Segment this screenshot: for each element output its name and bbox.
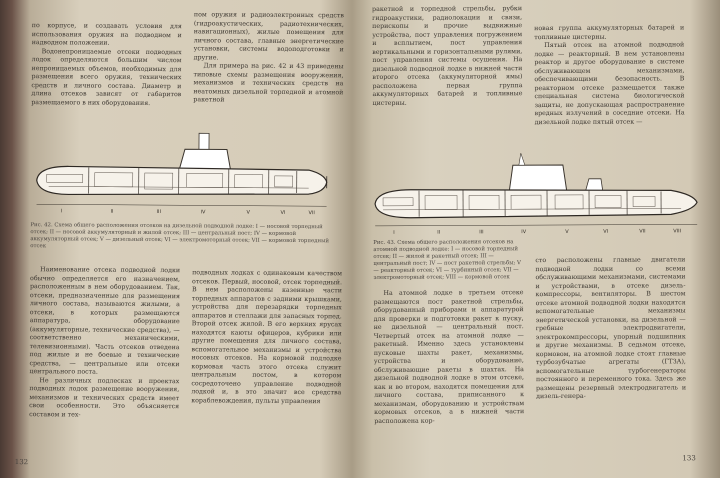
label-ii: II <box>111 209 114 215</box>
diesel-submarine-svg <box>28 130 329 218</box>
label-vi: VI <box>603 229 608 235</box>
label-i: I <box>393 230 395 236</box>
left-col1-bottom <box>29 266 180 457</box>
paragraph: пом оружия и радиоэлектронных средств (гидроакустических, радиотехнических, навигационных), жилые помещения для личного состава, главные энергетические установки, системы водоподготовки и другие. <box>194 11 344 63</box>
label-i: I <box>61 208 63 214</box>
paragraph: по корпусе, и создавать условия для использования оружия на подводном и надводном положении. <box>32 22 182 49</box>
label-iv: IV <box>521 229 527 235</box>
paragraph: Пятый отсек на атомной подводной лодке — реакторный. В нем установлены реактор и другое оборудование в системе обслуживающем механизмами, обеспечивающими безопасность. В реакторном отсеке размещается также специальная система биологической защиты, не допускающая распространение вредных излучений в соседние отсеки. На дизельной лодке пятый отсек — <box>534 41 684 127</box>
label-v: V <box>565 229 569 235</box>
label-ii: II <box>437 230 440 236</box>
right-col1-bottom <box>374 289 525 460</box>
mast <box>519 153 525 165</box>
label-iii: III <box>479 229 483 235</box>
paragraph: Наименование отсека подводной лодки обычно определяется его назначением, расположенным в нем оборудованием. Так, отсеки, предназначенные для размещения личного состава, называются жилыми, а отсеки, в которых размещаются аппаратура, оборудование (аккумуляторные, технические средства), — соответственно механическими, телевизионными). Часть отсеков отведена под жилые и не боевые и технические средства, — центральные или отсеки центрального поста. <box>29 266 180 378</box>
paragraph: сто расположены главные двигатели подводной лодки со всеми обслуживающими механизмами, системами и устройствами, в отсеке дизель-компрессоры, вентиляторы. В шестом отсеке атомной подводной лодки находятся вспомогательные механизмы энергетической установки, на дизельной — гребные электродвигатели, электрокомпрессоры, упорный подшипник и другие механизмы. В седьмом отсеке, кормовом, на атомной лодке стоят главные турбозубчатые агрегаты (ГТЗА), вспомогательные турбогенераторы постоянного и переменного тока. Здесь же размещены резервный электродвигатель и дизель-генера- <box>535 256 686 401</box>
paragraph: Водонепроницаемые отсеки подводных лодок определяются большим числом непроницаемых объемов, необходимых для размещения всего оружия, технических средств и личного состава. Диаметр и длина отсеков зависят от габаритов размещаемого в них оборудования. <box>31 48 181 109</box>
left-col1-top <box>31 22 182 135</box>
figure-42-caption: Рис. 42. Схема общего расположения отсеков на дизельной подводной лодке: I — носовой торпедный отсек; II — носовой аккумуляторный и жилой отсек; III — центральный пост; IV — кормовой аккумуляторный отсек; V — дизельный отсек; VI — электромоторный отсек; VII — кормовой торпедный отсек <box>30 222 340 260</box>
compartment-axis <box>37 204 327 206</box>
page-number: 132 <box>15 458 28 466</box>
nuclear-submarine-svg <box>371 144 701 238</box>
paragraph: Не различных подлесках и проектах подводных лодок размещение вооружения, механизмов и технических средств имеет свои особенности. Это объясняется составом и тех- <box>29 377 179 421</box>
label-viii: VIII <box>673 228 681 234</box>
hull <box>375 188 697 218</box>
label-iv: IV <box>201 209 207 215</box>
right-col2-top <box>534 24 685 159</box>
label-v: V <box>247 210 251 216</box>
right-col2-bottom <box>535 256 686 457</box>
nuclear-submarine-diagram <box>371 144 701 238</box>
left-col2-top <box>193 11 344 137</box>
page-number: 133 <box>682 454 695 462</box>
conning-tower <box>509 165 567 193</box>
compartment-axis <box>375 224 697 226</box>
right-page <box>362 0 718 476</box>
paragraph: ракетной и торпедной стрельбы, рубки гидроакустики, радиолокации и связи, перископы и прочие выдвижные устройства, пост управления погружением и всплытием, пост управления вертикальными и горизонтальными рулями, пост управления системы осушения. На дизельной подводной лодке в нижней части второго отсека (аккумуляторной ямы) расположена первая группа аккумуляторных батарей и топливные цистерны. <box>372 5 523 108</box>
label-vii: VII <box>639 229 645 235</box>
diesel-submarine-diagram <box>28 130 329 218</box>
left-page <box>7 0 355 478</box>
label-vii: VII <box>308 210 314 216</box>
right-col1-top <box>372 5 523 156</box>
paragraph: подводных лодках с одинаковым качеством отсеков. Первый, носовой, отсек торпедный. В нем расположены казенные части торпедных аппаратов с задними крышками, устройства для перезарядки торпедных аппаратов и стеллажи для запасных торпед. Второй отсек жилой. В его верхних ярусах находятся каюты офицеров, кубрики или другие помещения для личного состава, вспомогательное механизмы и устройства носовых отсеков. На кормовой подлодке кормовая часть этого отсека служит центральным постом, в котором сосредоточено управление подводной лодкой и, в это значит все средства кораблевождения, пульты управления <box>191 269 342 406</box>
hull <box>37 166 327 196</box>
paragraph: новая группа аккумуляторных батарей и топливные цистерны. <box>534 24 684 42</box>
label-iii: III <box>157 209 161 215</box>
left-col2-bottom <box>191 269 342 460</box>
paragraph: Для примера на рис. 42 и 43 приведены типовые схемы размещения вооружения, механизмов и технических средств на неатомных дизельной торпедной и атомной ракетной <box>193 62 343 106</box>
figure-43-caption: Рис. 43. Схема общего расположения отсеков на атомной подводной лодке: I — носовой торпедный отсек; II — жилой и ракетный отсек; III — центральный пост; IV — пост ракетной стрельбы; V — реакторный отсек; VI — турбинный отсек; VII — электромоторный отсек; VIII — кормовой отсек <box>373 239 523 290</box>
paragraph: На атомной лодке в третьем отсеке размещаются пост ракетной стрельбы, оборудованный приборами и аппаратурой для проверки и подготовки ракет к пуску, не дизельной — центральный пост. Четвертый отсек на атомной лодке — ракетный. Именно здесь установлены пусковые шахты ракет, механизмы, устройства и оборудование, обслуживающие ракеты в шахтах. На дизельной подводной лодке в этом отсеке, как и во втором, находятся помещения для личного состава, приписанного к механизмам, оборудованию и устройствам кормовых отсеков, а в нижней части расположена кор- <box>374 289 525 426</box>
label-vi: VI <box>280 210 285 216</box>
